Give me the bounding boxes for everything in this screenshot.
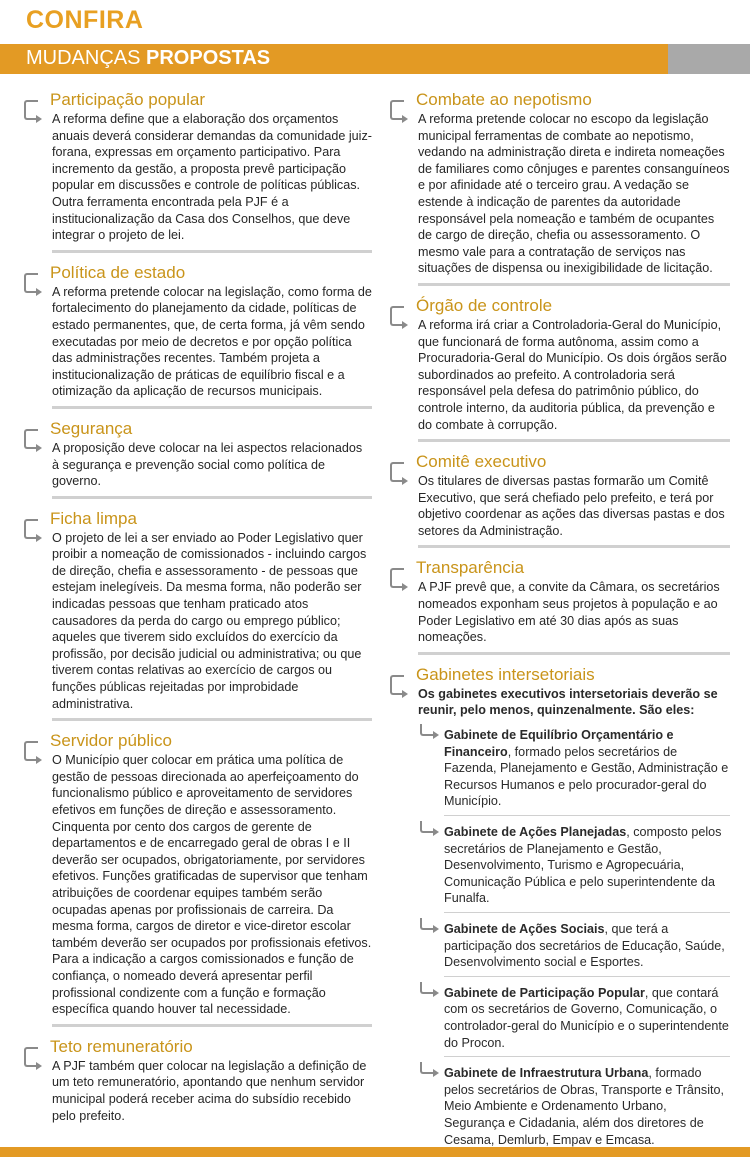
section-body: Os titulares de diversas pastas formarão um Comitê Executivo, que será chefiado pelo prefeito, e terá por objetivo coordenar as ações das diversas pastas e dos setores da Administração. <box>418 474 725 538</box>
divider <box>52 406 372 409</box>
left-column <box>24 90 372 1124</box>
section-title: Segurança <box>50 418 133 438</box>
corner-arrow-icon <box>420 982 434 994</box>
section-body: O Município quer colocar em prática uma política de gestão de pessoas direcionada ao aperfeiçoamento do funcionalismo público e aproveitamento de servidores efetivos em funções de direção e assessoramento. Cinquenta por cento dos cargos de gerente de departamentos e de encarregado geral de obras I e II deverão ser ocupados, obrigatoriamente, por servidores efetivos. Funções gratificadas de supervisor que tenham atribuições de coordenar equipes também serão ocupadas apenas por profissionais de carreira. Da mesma forma, cargos de diretor e vice-diretor escolar também deverão ser ocupados por profissionais efetivos. Para a indicação a cargos comissionados e função de confiança, o nomeado deverá apresentar perfil profissional condizente com a função e formação específica quando houver tal necessidade. <box>52 753 372 1017</box>
section-body: A reforma pretende colocar no escopo da legislação municipal ferramentas de combate ao nepotismo, vedando na administração direta e indireta nomeações de familiares como cônjuges e parentes consanguíneos e por afinidade até o terceiro grau. A vedação se estende à indicação de parentes da autoridade responsável pela nomeação e também de ocupantes de cargo de direção, chefia ou assessoramento. O mesmo vale para a contratação de serviços nas situações de dispensa ou inexigibilidade de licitação. <box>418 112 730 276</box>
section-participacao-popular <box>24 90 372 244</box>
section-title: Servidor público <box>50 731 172 751</box>
section-body: A reforma pretende colocar na legislação, como forma de fortalecimento do planejamento da cidade, políticas de estado permanentes, que, de certa forma, já vêm sendo executadas por meio de decretos e por opção política das administrações recentes. Também projeta a institucionalização de práticas de equilíbrio fiscal e a otimização da aplicação de recursos municipais. <box>52 284 372 399</box>
divider <box>444 815 730 816</box>
gabinete-description: , que contará com os secretários de Governo, Comunicação, o controlador-geral do Município e o superintendente do Procon. <box>444 985 729 1050</box>
divider <box>418 545 730 548</box>
bracket-arrow-icon <box>390 675 404 695</box>
bracket-arrow-icon <box>24 1047 38 1067</box>
bracket-arrow-icon <box>24 519 38 539</box>
gabinete-name: Gabinete de Ações Sociais <box>444 921 605 936</box>
section-combate-ao-nepotismo <box>390 90 730 277</box>
gabinete-name: Gabinete de Ações Planejadas <box>444 825 627 839</box>
footer-bar <box>0 1147 750 1157</box>
section-comite-executivo <box>390 452 730 539</box>
section-teto-remuneratorio <box>24 1037 372 1124</box>
section-servidor-publico <box>24 731 372 1018</box>
gabinete-description: , composto pelos secretários de Planejamento e Gestão, Desenvolvimento, Turismo e Agropecuária, Comunicação Pública e pelo superintendente da Funalfa. <box>444 825 722 906</box>
bracket-arrow-icon <box>24 273 38 293</box>
gabinete-item <box>418 921 730 971</box>
section-title: Órgão de controle <box>416 295 553 315</box>
section-title: Participação popular <box>50 90 205 109</box>
gabinete-item <box>418 727 730 810</box>
gabinete-description: , formado pelos secretários de Obras, Transporte e Trânsito, Meio Ambiente e Ordenamento Urbano, Segurança e Cidadania, além dos diretores de Cesama, Demlurb, Empav e Emcasa. <box>444 1066 724 1147</box>
divider <box>418 652 730 655</box>
gabinete-name: Gabinete de Participação Popular <box>444 985 645 1000</box>
section-title: Teto remuneratório <box>50 1036 193 1056</box>
divider <box>52 718 372 721</box>
section-body: A PJF prevê que, a convite da Câmara, os secretários nomeados exponham seus projetos à população e ao Poder Legislativo em até 30 dias após as suas nomeações. <box>418 580 720 645</box>
divider <box>52 496 372 499</box>
section-title: Combate ao nepotismo <box>416 90 592 109</box>
right-column <box>390 90 730 1148</box>
divider <box>444 976 730 977</box>
bracket-arrow-icon <box>390 100 404 120</box>
divider <box>418 439 730 442</box>
section-orgao-de-controle <box>390 296 730 433</box>
bracket-arrow-icon <box>24 741 38 761</box>
section-title: Ficha limpa <box>50 508 137 528</box>
section-seguranca <box>24 419 372 490</box>
gabinete-name: Gabinete de Equilíbrio Orçamentário e Financeiro <box>444 728 674 759</box>
divider <box>52 250 372 253</box>
section-body: A proposição deve colocar na lei aspectos relacionados à segurança e prevenção social como política de governo. <box>52 440 363 489</box>
section-body: A reforma irá criar a Controladoria-Geral do Município, que funcionará de forma autônoma, assim como a Procuradoria-Geral do Município. Os dois órgãos serão subordinados ao prefeito. A controladoria será responsável pela defesa do patrimônio público, do controle interno, da auditoria pública, da prevenção e do combate à corrupção. <box>418 317 727 432</box>
page-title: CONFIRA <box>26 6 144 34</box>
gabinete-description: , formado pelos secretários de Fazenda, Planejamento e Gestão, Administração e Recursos Humanos e pelo procurador-geral do Município. <box>444 744 729 809</box>
header-bar <box>0 44 750 74</box>
header-grey-block <box>668 44 750 74</box>
gabinete-item <box>418 1065 730 1148</box>
bracket-arrow-icon <box>390 568 404 588</box>
gabinete-name: Gabinete de Infraestrutura Urbana <box>444 1066 649 1081</box>
divider <box>444 1056 730 1057</box>
section-title: Transparência <box>416 558 525 578</box>
section-ficha-limpa <box>24 509 372 713</box>
page-subtitle <box>26 47 270 70</box>
gabinetes-intro: Os gabinetes executivos intersetoriais deverão se reunir, pelo menos, quinzenalmente. São eles: <box>418 686 718 718</box>
section-body: A reforma define que a elaboração dos orçamentos anuais deverá considerar demandas da comunidade juiz-forana, expressas em orçamento participativo. Para incremento da gestão, a proposta prevê participação popular em discussões e controle de políticas públicas. Outra ferramenta encontrada pela PJF é a institucionalização da Casa dos Conselhos, que deve integrar o projeto de lei. <box>52 112 372 243</box>
corner-arrow-icon <box>420 821 434 833</box>
section-title: Gabinetes intersetoriais <box>416 664 595 684</box>
gabinete-item <box>418 824 730 907</box>
divider <box>444 912 730 913</box>
gabinete-description: , que terá a participação dos secretários de Educação, Saúde, Desenvolvimento social e Esportes. <box>444 921 725 970</box>
section-transparencia <box>390 558 730 645</box>
section-body: A PJF também quer colocar na legislação a definição de um teto remuneratório, apontando que nenhum servidor municipal poderá receber acima do subsídio recebido pelo prefeito. <box>52 1058 367 1123</box>
corner-arrow-icon <box>420 1062 434 1074</box>
bracket-arrow-icon <box>24 429 38 449</box>
section-body: O projeto de lei a ser enviado ao Poder Legislativo quer proibir a nomeação de comissionados - incluindo cargos de direção, chefia e assessoramento - de pessoas que estejam inelegíveis. Da mesma forma, não poderão ser indicadas pessoas que tenham praticado atos causadores da perda do cargo ou emprego público; aqueles que tiverem sido excluídos do exercício da profissão, por decisão judicial ou administrativa; ou que tiverem contas relativas ao exercício de cargos ou funções públicas rejeitadas por improbidade administrativa. <box>52 530 367 711</box>
subtitle-normal: MUDANÇAS <box>26 47 147 69</box>
section-gabinetes-intersetoriais <box>390 665 730 1148</box>
gabinete-item <box>418 985 730 1051</box>
bracket-arrow-icon <box>24 100 38 120</box>
bracket-arrow-icon <box>390 462 404 482</box>
section-politica-de-estado <box>24 263 372 400</box>
divider <box>52 1024 372 1027</box>
subtitle-bold: PROPOSTAS <box>146 47 271 69</box>
corner-arrow-icon <box>420 918 434 930</box>
section-title: Política de estado <box>50 262 186 282</box>
corner-arrow-icon <box>420 724 434 736</box>
divider <box>418 283 730 286</box>
bracket-arrow-icon <box>390 306 404 326</box>
section-title: Comitê executivo <box>416 452 547 472</box>
